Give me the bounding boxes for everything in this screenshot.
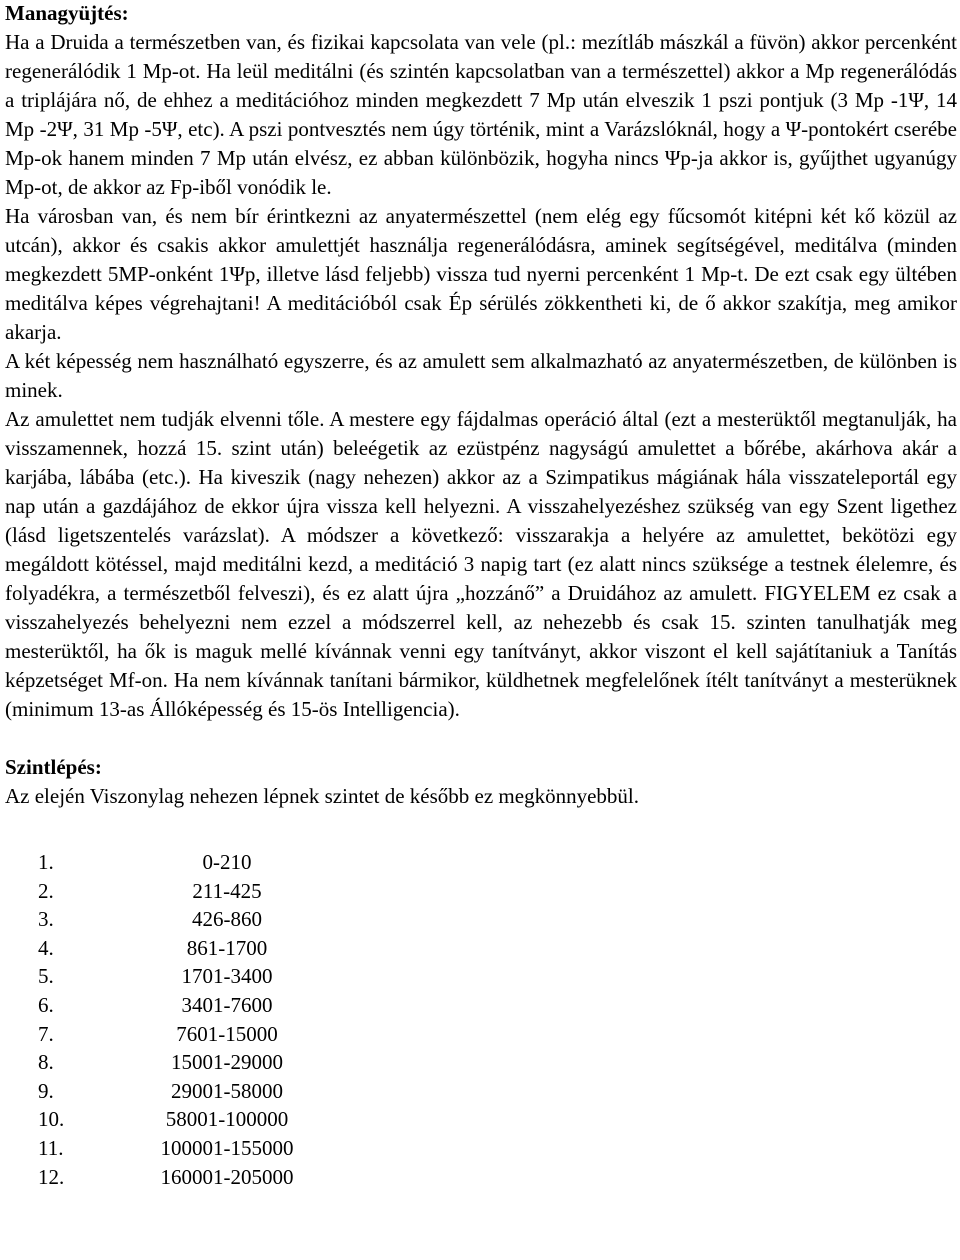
paragraph: Az amulettet nem tudják elvenni tőle. A mestere egy fájdalmas operáció által (ezt a mesterüktől megtanulják, ha visszamennek, hozzá 15. szint után) beleégetik az ezüstpénz nagyságú amulettet a bőrébe, akárhova akár a karjába, lábába (etc.). Ha kiveszik (nagy nehezen) akkor az a Szimpatikus mágiának hála visszateleportál egy nap után a gazdájához de ekkor újra vissza kell helyezni. A visszahelyezéshez szükség van egy Szent ligethez (lásd ligetszentelés varázslat). A módszer a következő: visszarakja a helyére az amulettet, bekötözi egy megáldott kötéssel, majd meditálni kezd, a meditáció 3 napig tart (ez alatt nincs szüksége a testnek élelemre, és folyadékra, a természetből felveszi), és ez alatt újra „hozzánő” a Druidához az amulett. FIGYELEM ez csak a visszahelyezés behelyezni nem ezzel a módszerrel kell, az nehezebb és csak 15. szinten tanulhatják meg mesterüktől, ha ők is maguk mellé kívánnak venni egy tanítványt, akkor viszont el kell sajátítaniuk a Tanítás képzetséget Mf-on. Ha nem kívánnak tanítani bármikor, küldhetnek megfelelőnek ítélt tanítványt a mesterüknek (minimum 13-as Állóképesség és 15-ös Intelligencia). <box>5 407 957 721</box>
level-row <box>5 1077 957 1106</box>
level-xp-range: 211-425 <box>192 878 262 903</box>
level-row <box>5 905 957 934</box>
level-row <box>5 1105 957 1134</box>
level-xp-range: 861-1700 <box>186 935 268 960</box>
spacer <box>5 724 957 753</box>
level-number: 8. <box>38 1050 54 1075</box>
level-xp-range: 100001-155000 <box>160 1135 294 1160</box>
level-xp-range: 15001-29000 <box>171 1050 283 1075</box>
level-number: 4. <box>38 935 54 960</box>
level-row <box>5 962 957 991</box>
paragraph: Ha városban van, és nem bír érintkezni az anyatermészettel (nem elég egy fűcsomót kitépni két kő közül az utcán), akkor és csakis akkor amulettjét használja regenerálódásra, aminek segítségével, meditálva (minden megkezdett 5MP-onként 1Ψp, illetve lásd feljebb) vissza tud nyerni percenként 1 Mp-t. De ezt csak egy ültében meditálva képes végrehajtani! A meditációból csak Ép sérülés zökkentheti ki, de ő akkor szakítja, meg amikor akarja. <box>5 204 957 344</box>
level-xp-range: 160001-205000 <box>160 1164 294 1189</box>
level-number: 1. <box>38 850 54 874</box>
level-row <box>5 934 957 963</box>
level-row <box>5 1163 957 1192</box>
level-number: 12. <box>38 1164 65 1189</box>
level-xp-range: 7601-15000 <box>176 1021 278 1046</box>
level-xp-range: 426-860 <box>192 907 262 932</box>
level-number: 11. <box>38 1135 64 1160</box>
level-number: 9. <box>38 1078 54 1103</box>
level-xp-range: 29001-58000 <box>171 1078 283 1103</box>
level-row <box>5 1134 957 1163</box>
section-heading-szintlepes: Szintlépés: <box>5 755 102 779</box>
paragraph: A két képesség nem használható egyszerre, és az amulett sem alkalmazható az anyatermészetben, de különben is minek. <box>5 349 957 402</box>
level-row <box>5 1020 957 1049</box>
level-number: 3. <box>38 907 54 932</box>
level-number: 6. <box>38 992 54 1017</box>
szintlepes-intro: Az elején Viszonylag nehezen lépnek szintet de később ez megkönnyebbül. <box>5 784 639 808</box>
document-page <box>5 0 957 1191</box>
section-heading-managyujtes: Managyüjtés: <box>5 1 129 25</box>
level-number: 7. <box>38 1021 54 1046</box>
level-xp-range: 3401-7600 <box>181 992 273 1017</box>
level-xp-range: 1701-3400 <box>181 964 273 989</box>
level-xp-range: 58001-100000 <box>165 1107 289 1132</box>
level-row <box>5 877 957 906</box>
level-row <box>5 991 957 1020</box>
level-xp-range: 0-210 <box>202 850 252 874</box>
level-number: 2. <box>38 878 54 903</box>
level-row <box>5 848 957 877</box>
level-number: 5. <box>38 964 54 989</box>
spacer <box>5 811 957 840</box>
level-number: 10. <box>38 1107 65 1132</box>
level-row <box>5 1048 957 1077</box>
paragraph: Ha a Druida a természetben van, és fizikai kapcsolata van vele (pl.: mezítláb mászkál a füvön) akkor percenként regenerálódik 1 Mp-ot. Ha leül meditálni (és szintén kapcsolatban van a természettel) akkor a Mp regenerálódás a triplájára nő, de ehhez a meditációhoz minden megkezdett 7 Mp után elveszik 1 pszi pontjuk (3 Mp -1Ψ, 14 Mp -2Ψ, 31 Mp -5Ψ, etc). A pszi pontvesztés nem úgy történik, mint a Varázslóknál, hogy a Ψ-pontokért cserébe Mp-ok hanem minden 7 Mp után elvész, ez abban különbözik, hogyha nincs Ψp-ja akkor is, gyűjthet ugyanúgy Mp-ot, de akkor az Fp-iből vonódik le. <box>5 30 957 199</box>
level-table <box>5 848 957 1191</box>
